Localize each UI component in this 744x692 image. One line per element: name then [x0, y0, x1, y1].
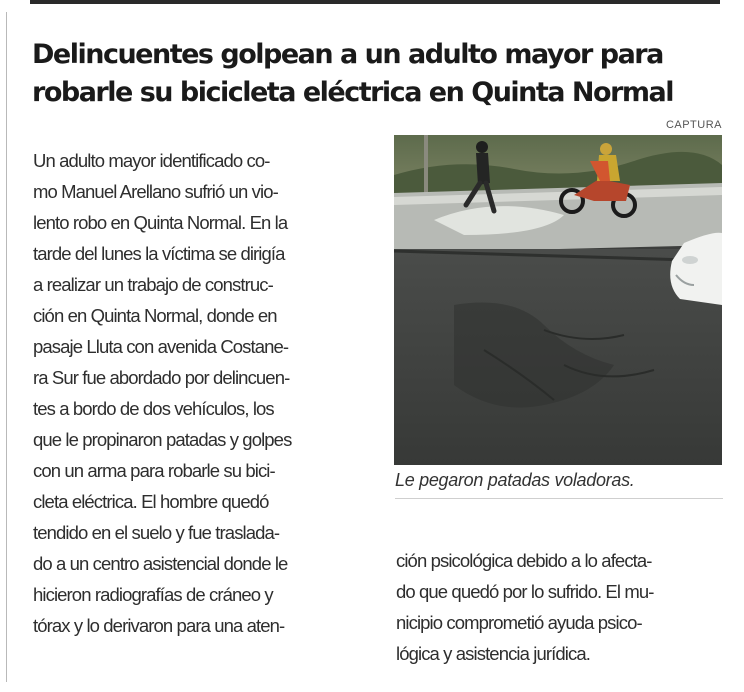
body-line: ción psicológica debido a lo afecta- — [396, 550, 652, 571]
body-line: tendido en el suelo y fue traslada- — [33, 522, 280, 543]
top-rule — [30, 0, 720, 4]
headline-line-1: Delincuentes golpean a un adulto mayor para — [32, 39, 663, 70]
news-photo — [394, 135, 722, 465]
body-line: que le propinaron patadas y golpes — [33, 429, 292, 450]
body-line: do a un centro asistencial donde le — [33, 553, 288, 574]
body-line: con un arma para robarle su bici- — [33, 460, 275, 481]
body-column-right — [396, 545, 726, 669]
body-line: hicieron radiografías de cráneo y — [33, 584, 273, 605]
page-margin-rule — [6, 12, 7, 682]
photo-credit: CAPTURA — [665, 119, 722, 131]
photo-scene — [394, 135, 722, 465]
body-line: ción en Quinta Normal, donde en — [33, 305, 277, 326]
body-column-left — [33, 145, 363, 641]
body-line: tes a bordo de dos vehículos, los — [33, 398, 274, 419]
body-line: lógica y asistencia jurídica. — [396, 643, 590, 664]
body-line: ra Sur fue abordado por delincuen- — [33, 367, 290, 388]
body-line: lento robo en Quinta Normal. En la — [33, 212, 288, 233]
body-line: a realizar un trabajo de construc- — [33, 274, 273, 295]
body-line: Un adulto mayor identificado co- — [33, 150, 270, 171]
body-line: pasaje Lluta con avenida Costane- — [33, 336, 289, 357]
body-line: tarde del lunes la víctima se dirigía — [33, 243, 285, 264]
body-line: do que quedó por lo sufrido. El mu- — [396, 581, 654, 602]
body-line: nicipio comprometió ayuda psico- — [396, 612, 642, 633]
photo-caption: Le pegaron patadas voladoras. — [395, 470, 635, 490]
caption-divider — [395, 498, 723, 499]
body-line: mo Manuel Arellano sufrió un vio- — [33, 181, 278, 202]
headline — [32, 36, 722, 112]
body-line: tórax y lo derivaron para una aten- — [33, 615, 285, 636]
body-line: cleta eléctrica. El hombre quedó — [33, 491, 269, 512]
headline-line-2: robarle su bicicleta eléctrica en Quinta Normal — [32, 77, 673, 108]
